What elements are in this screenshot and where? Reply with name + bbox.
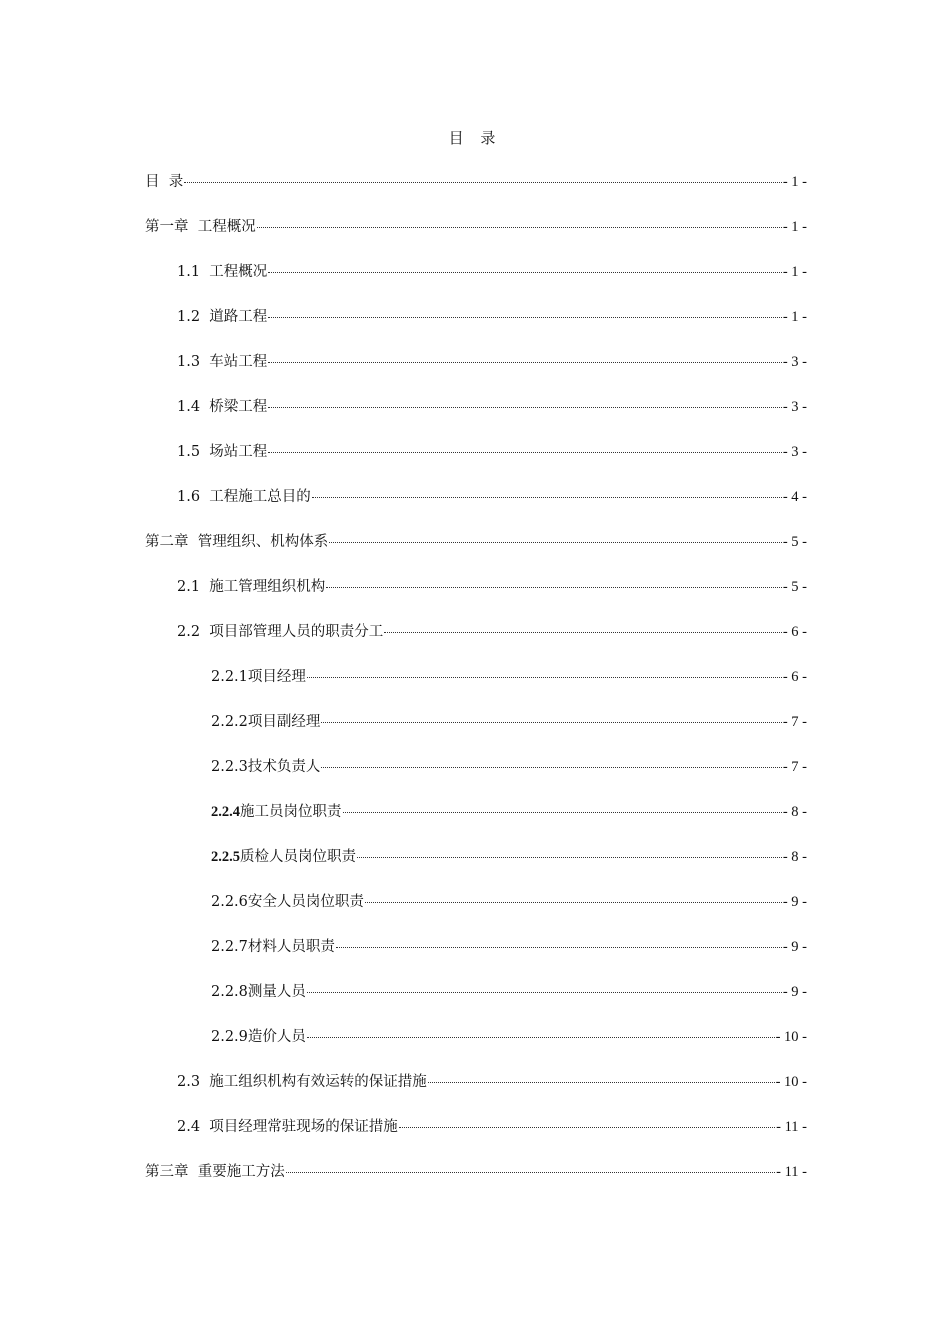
toc-entry-number: 1.3 — [177, 354, 210, 370]
toc-entry-number: 1.5 — [177, 444, 210, 460]
dot-leader — [321, 767, 781, 768]
toc-entry-page: - 10 - — [775, 1029, 807, 1045]
dot-leader — [336, 947, 782, 948]
toc-entry[interactable] — [145, 397, 807, 442]
toc-entry-number: 2.2.9 — [211, 1029, 248, 1045]
toc-entry-page: - 3 - — [782, 444, 807, 460]
toc-entry-label: 施工管理组织机构 — [209, 579, 326, 595]
toc-entry-number: 2.2.2 — [211, 714, 248, 730]
toc-entry[interactable] — [145, 622, 807, 667]
toc-entry-page: - 7 - — [782, 759, 807, 775]
toc-entry-number: 1.1 — [177, 264, 210, 280]
toc-entry-page: - 7 - — [782, 714, 807, 730]
toc-entry-label: 工程概况 — [197, 219, 256, 235]
toc-entry-number: 1.6 — [177, 489, 210, 505]
dot-leader — [268, 452, 782, 453]
toc-entry[interactable] — [145, 712, 807, 757]
toc-entry-label: 测量人员 — [247, 984, 306, 1000]
dot-leader — [365, 902, 782, 903]
dot-leader — [307, 677, 782, 678]
toc-entry-label: 管理组织、机构体系 — [197, 534, 329, 550]
toc-entry-number: 第三章 — [145, 1164, 198, 1180]
toc-entry-label: 桥梁工程 — [209, 399, 268, 415]
toc-entry-label: 安全人员岗位职责 — [247, 894, 364, 910]
toc-entry[interactable] — [145, 757, 807, 802]
toc-entry[interactable] — [145, 802, 807, 847]
toc-entry[interactable] — [145, 667, 807, 712]
toc-entry-number: 2.4 — [177, 1119, 210, 1135]
toc-entry-number: 第一章 — [145, 219, 198, 235]
toc-entry-page: - 3 - — [782, 399, 807, 415]
dot-leader — [268, 317, 782, 318]
toc-entry[interactable] — [145, 532, 807, 577]
toc-entry-page: - 10 - — [775, 1074, 807, 1090]
toc-entry-number: 2.3 — [177, 1074, 210, 1090]
toc-entry-label: 造价人员 — [247, 1029, 306, 1045]
toc-entry-page: - 9 - — [782, 984, 807, 1000]
toc-entry-page: - 9 - — [782, 939, 807, 955]
toc-entry-page: - 5 - — [782, 534, 807, 550]
toc-entry-page: - 5 - — [782, 579, 807, 595]
toc-entry-label: 车站工程 — [209, 354, 268, 370]
dot-leader — [343, 812, 782, 813]
toc-entry-number: 2.2.1 — [211, 669, 248, 685]
toc-entry-number: 2.2.3 — [211, 759, 248, 775]
toc-entry-label: 项目经理常驻现场的保证措施 — [209, 1119, 398, 1135]
toc-entry-label: 项目副经理 — [247, 714, 321, 730]
dot-leader — [312, 497, 782, 498]
dot-leader — [286, 1172, 775, 1173]
toc-entry[interactable] — [145, 1117, 807, 1162]
dot-leader — [399, 1127, 775, 1128]
toc-entry-page: - 1 - — [782, 219, 807, 235]
toc-entry-label: 工程概况 — [209, 264, 268, 280]
toc-entry-page: - 6 - — [782, 669, 807, 685]
toc-entry-number: 2.1 — [177, 579, 210, 595]
toc-title: 目 录 — [448, 129, 502, 147]
toc-entry[interactable] — [145, 892, 807, 937]
toc-entry-page: - 3 - — [782, 354, 807, 370]
dot-leader — [307, 992, 782, 993]
toc-entry-number: 2.2.8 — [211, 984, 248, 1000]
toc-entry-label: 项目部管理人员的职责分工 — [209, 624, 384, 640]
toc-entry-number: 1.4 — [177, 399, 210, 415]
toc-entry-label: 项目经理 — [247, 669, 306, 685]
toc-entry-label: 技术负责人 — [247, 759, 321, 775]
toc-entry[interactable] — [145, 982, 807, 1027]
dot-leader — [268, 362, 782, 363]
toc-entry-page: - 8 - — [782, 804, 807, 820]
toc-entry[interactable] — [145, 1162, 807, 1207]
toc-entry-number: 1.2 — [177, 309, 210, 325]
dot-leader — [329, 542, 782, 543]
toc-entry-label: 场站工程 — [209, 444, 268, 460]
toc-entry-number: 2.2.4 — [211, 804, 240, 820]
toc-entry-page: - 11 - — [776, 1119, 807, 1135]
toc-entry-label: 材料人员职责 — [247, 939, 335, 955]
toc-entry-page: - 9 - — [782, 894, 807, 910]
toc-entry-number: 第二章 — [145, 534, 198, 550]
dot-leader — [357, 857, 782, 858]
dot-leader — [321, 722, 781, 723]
toc-entry[interactable] — [145, 577, 807, 622]
toc-entry[interactable] — [145, 1027, 807, 1072]
toc-entry-number: 2.2.5 — [211, 849, 240, 865]
dot-leader — [326, 587, 782, 588]
toc-entry[interactable] — [145, 937, 807, 982]
toc-entry-label: 施工组织机构有效运转的保证措施 — [209, 1074, 427, 1090]
toc-entry-label: 重要施工方法 — [197, 1164, 285, 1180]
dot-leader — [428, 1082, 775, 1083]
dot-leader — [307, 1037, 775, 1038]
dot-leader — [384, 632, 782, 633]
toc-entry-label: 道路工程 — [209, 309, 268, 325]
toc-entry-page: - 1 - — [782, 309, 807, 325]
toc-entry[interactable] — [145, 307, 807, 352]
toc-entry-page: - 4 - — [782, 489, 807, 505]
toc-entry-label: 施工员岗位职责 — [240, 804, 342, 820]
toc-entry[interactable] — [145, 262, 807, 307]
toc-entry-number: 2.2.6 — [211, 894, 248, 910]
dot-leader — [268, 272, 782, 273]
toc-entry-page: - 1 - — [782, 174, 807, 190]
toc-entry[interactable] — [145, 217, 807, 262]
toc-entry[interactable] — [145, 172, 807, 217]
toc-entry-number: 2.2 — [177, 624, 210, 640]
toc-entry[interactable] — [145, 847, 807, 892]
dot-leader — [257, 227, 782, 228]
toc-entry-label: 质检人员岗位职责 — [240, 849, 356, 865]
toc-entry-label: 工程施工总目的 — [209, 489, 311, 505]
dot-leader — [184, 182, 782, 183]
toc-entry[interactable] — [145, 487, 807, 532]
toc-entry-page: - 8 - — [782, 849, 807, 865]
toc-entry-number: 目 录 — [145, 174, 184, 190]
toc-entry-number: 2.2.7 — [211, 939, 248, 955]
toc-entry[interactable] — [145, 442, 807, 487]
toc-entry-page: - 1 - — [782, 264, 807, 280]
toc-entry-page: - 11 - — [776, 1164, 807, 1180]
toc-entry-page: - 6 - — [782, 624, 807, 640]
toc-entry[interactable] — [145, 1072, 807, 1117]
table-of-contents — [145, 172, 807, 1207]
toc-entry[interactable] — [145, 352, 807, 397]
dot-leader — [268, 407, 782, 408]
